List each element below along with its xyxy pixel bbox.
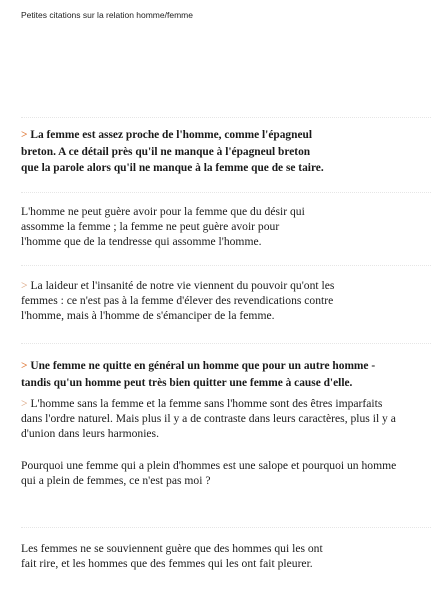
quote-1 — [21, 127, 431, 177]
quote-text: Pourquoi une femme qui a plein d'hommes est une salope et pourquoi un homme qui a plein de femmes, ce n'est pas moi ? — [21, 459, 397, 487]
quote-5 — [21, 396, 431, 441]
page-title: Petites citations sur la relation homme/femme — [21, 10, 193, 20]
quote-3 — [21, 278, 431, 323]
quote-text: L'homme sans la femme et la femme sans l'homme sont des êtres imparfaits dans l'ordre naturel. Mais plus il y a de contraste dans leurs caractères, plus il y a d'union dans leurs harmonies. — [21, 397, 396, 440]
divider — [21, 527, 431, 528]
divider — [21, 192, 431, 193]
quote-4 — [21, 358, 431, 391]
quote-marker: > — [21, 279, 28, 292]
divider — [21, 117, 431, 118]
divider — [21, 343, 431, 344]
quote-text: La femme est assez proche de l'homme, comme l'épagneul breton. A ce détail près qu'il ne manque à l'épagneul breton que la parole alors qu'il ne manque à la femme que de se taire. — [21, 129, 324, 174]
quote-text: Les femmes ne se souviennent guère que des hommes qui les ont fait rire, et les hommes que des femmes qui les ont fait pleurer. — [21, 542, 323, 570]
quote-6 — [21, 458, 431, 488]
quote-marker: > — [21, 397, 28, 410]
divider — [21, 265, 431, 266]
quote-marker: > — [21, 360, 28, 372]
quote-text: L'homme ne peut guère avoir pour la femme que du désir qui assomme la femme ; la femme ne peut guère avoir pour l'homme que de la tendresse qui assomme l'homme. — [21, 205, 305, 248]
quote-2 — [21, 204, 431, 249]
quote-7 — [21, 541, 431, 571]
quote-marker: > — [21, 129, 28, 141]
quote-text: La laideur et l'insanité de notre vie viennent du pouvoir qu'ont les femmes : ce n'est pas à la femme d'élever des revendications contre l'homme, mais à l'homme de s'émanciper de la femme. — [21, 279, 335, 322]
quote-text: Une femme ne quitte en général un homme que pour un autre homme - tandis qu'un homme peut très bien quitter une femme à cause d'elle. — [21, 360, 376, 389]
